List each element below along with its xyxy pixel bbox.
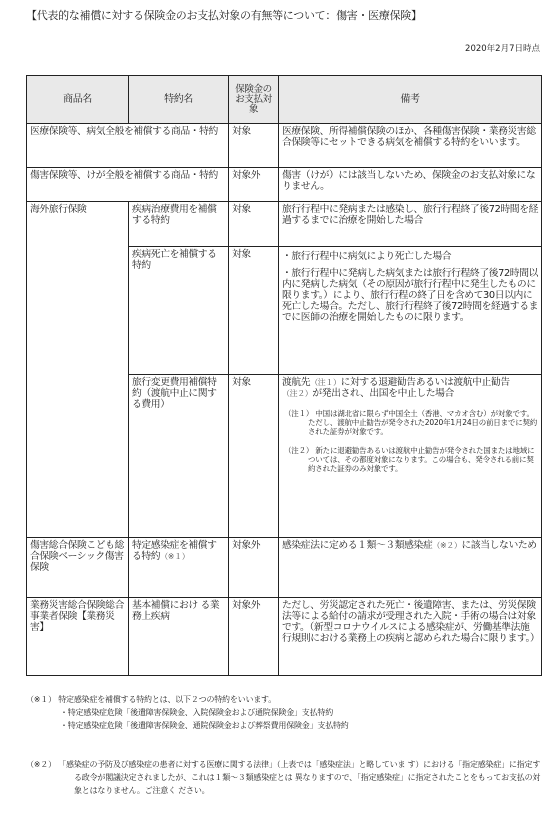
coverage-table: [26, 75, 542, 676]
header-remarks: 備考: [279, 76, 542, 124]
footnote-1-item: ・特定感染症危険「後遺障害保険金、通院保険金および葬祭費用保険金」支払特約: [60, 721, 349, 730]
rider-text: 特定感染症を補償する特約: [132, 540, 217, 562]
cell-target: 対象: [229, 247, 279, 375]
remark-part: に該当しないため: [461, 540, 537, 551]
cell-rider: 疾病死亡を補償する特約: [129, 247, 229, 375]
footnote-1-head: （※１） 特定感染症を補償する特約とは、以下２つの特約をいいます。: [26, 695, 277, 704]
table-row: [27, 168, 542, 202]
remark-text: [282, 377, 538, 399]
remark-part: 渡航先: [282, 377, 311, 388]
cell-remarks: ただし、労災認定された死亡・後遺障害、または、労災保険法等による給付の請求が受理された入院・手術の場合は対象です。（新型コロナウイルスによる感染症が、労働基準法施行規則における業務上の疾病と認められた場合に限ります。）: [279, 598, 542, 676]
note-ref: （注２）: [282, 389, 313, 398]
cell-rider: 疾病治療費用を補償する特約: [129, 202, 229, 247]
footnote-1-item: ・特定感染症危険「後遺障害保険金、入院保険金および通院保険金」支払特約: [60, 708, 333, 717]
cell-remarks: 医療保険、所得補償保険のほか、各種傷害保険・業務災害総合保険等にセットできる病気を補償する特約をいいます。: [279, 124, 542, 168]
page-title: 【代表的な補償に対する保険金のお支払対象の有無等について：傷害・医療保険】: [26, 9, 422, 22]
header-rider: 特約名: [129, 76, 229, 124]
cell-remarks: [279, 375, 542, 538]
cell-product: 業務災害総合保険総合事業者保険【業務災害】: [27, 598, 129, 676]
note-ref: （注１）: [310, 378, 341, 387]
cell-target: 対象外: [229, 168, 279, 202]
cell-target: 対象: [229, 375, 279, 538]
cell-rider: [129, 538, 229, 598]
remark-part: に対する退避勧告あるいは渡航中止勧告: [340, 377, 510, 388]
cell-product: 傷害保険等、けが全般を補償する商品・特約: [27, 168, 229, 202]
note-ref: （※２）: [432, 541, 462, 550]
cell-product: 海外旅行保険: [27, 202, 129, 538]
cell-note: （注２） 新たに退避勧告あるいは渡航中止勧告が発令された国または地域については、その都度対象になります。この場合も、発令される前に契約された証券のみ対象です。: [284, 446, 535, 473]
table-row: [27, 202, 542, 247]
remark-line: ・旅行行程中に発病した病気または旅行行程終了後72時間以内に発病した病気（その原因が旅行行程中に発生したものに限ります。）により、旅行行程の終了日を含めて30日以内に死亡した場合。ただし、旅行行程終了後72時間を経過するまでに医師の治療を開始したものに限ります。: [282, 268, 538, 323]
note-ref: （※１）: [160, 552, 190, 561]
cell-rider: 基本補償におけ る業務上疾病: [129, 598, 229, 676]
table-row: [27, 124, 542, 168]
cell-rider: 旅行変更費用補償特約（渡航中止に関する費用）: [129, 375, 229, 538]
cell-product: 傷害総合保険こども総合保険ベーシック傷害保険: [27, 538, 129, 598]
header-product: 商品名: [27, 76, 129, 124]
cell-remarks: [279, 247, 542, 375]
cell-remarks: 旅行行程中に発病または感染し、旅行行程終了後72時間を経過するまでに治療を開始した場合: [279, 202, 542, 247]
table-row: [27, 538, 542, 598]
table-row: [27, 598, 542, 676]
as-of-date: 2020年2月7日時点: [465, 44, 540, 54]
remark-line: ・旅行行程中に病気により死亡した場合: [282, 251, 452, 262]
table-header-row: [27, 76, 542, 124]
cell-remarks: 傷害（けが）には該当しないため、保険金のお支払対象になりません。: [279, 168, 542, 202]
cell-target: 対象: [229, 124, 279, 168]
remark-part: 感染症法に定める１類～３類感染症: [282, 540, 433, 551]
remark-part: が発出され、出国を中止した場合: [312, 388, 454, 399]
cell-target: 対象外: [229, 598, 279, 676]
cell-note: （注１） 中国は湖北省に限らず中国全土（香港、マカオ含む）が対象です。ただし、渡航中止勧告が発令された2020年1月24日の前日までに契約された証券が対象です。: [284, 409, 538, 436]
footnote-1: [26, 693, 546, 732]
footnote-2-text: （※２） 「感染症の予防及び感染症の患者に対する医療に関する法律」（上表では「感染症法」と略していま す）における「指定感染症」に指定する政令が閣議決定されましたが、これは１類～３類感染症とは 異なりますので、「指定感染症」に指定されたことをもってお支払の対象とはなりません。ご注意く ださい。: [26, 760, 541, 795]
cell-target: 対象: [229, 202, 279, 247]
cell-product: 医療保険等、病気全般を補償する商品・特約: [27, 124, 229, 168]
footnote-2: [26, 758, 546, 797]
header-target: 保険金のお支払対象: [229, 76, 279, 124]
cell-target: 対象外: [229, 538, 279, 598]
cell-remarks: [279, 538, 542, 598]
